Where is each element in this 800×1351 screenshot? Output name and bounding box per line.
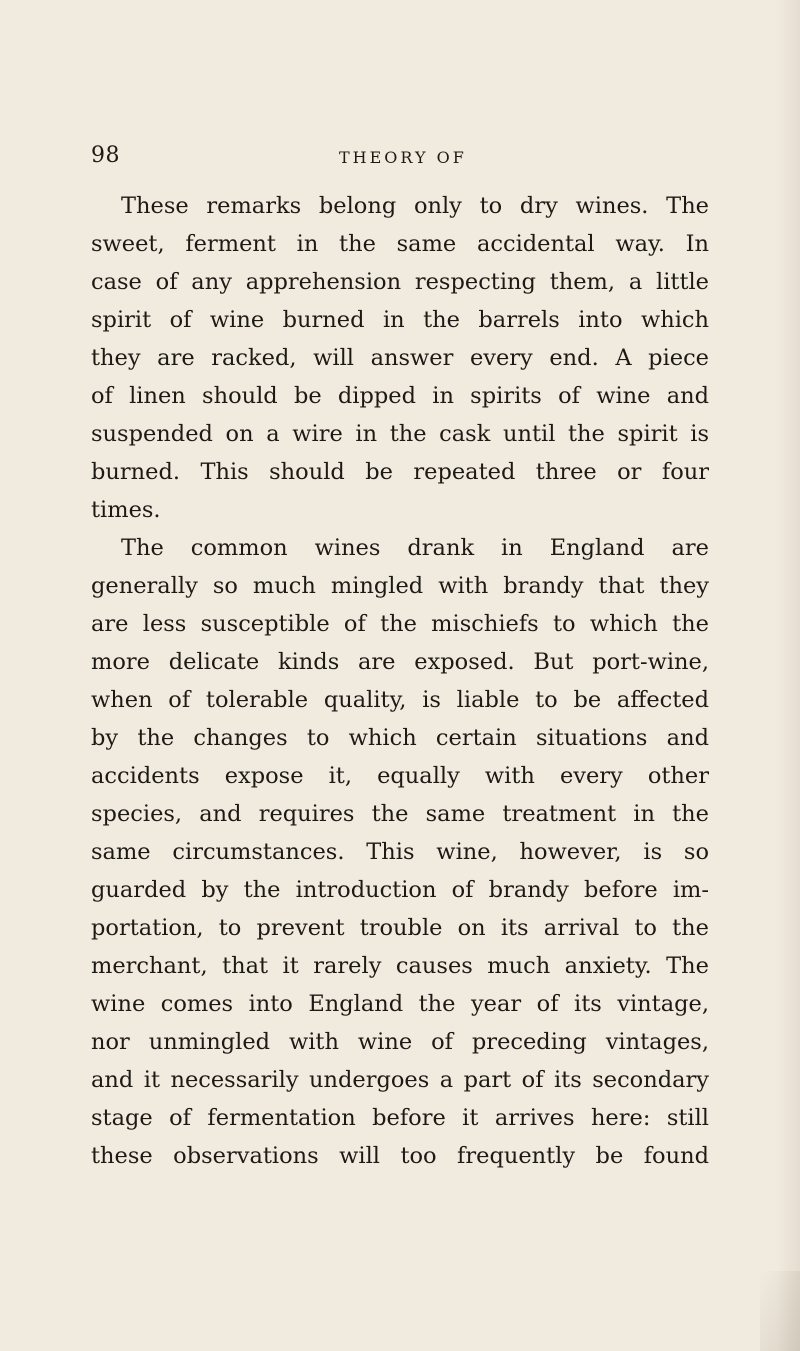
- text-line: These remarks belong only to dry wines. The: [121, 193, 709, 219]
- text-line: by the changes to which certain situations and: [91, 725, 709, 751]
- page-number: 98: [91, 143, 120, 168]
- text-line: these observations will too frequently be found: [91, 1143, 709, 1169]
- text-line: merchant, that it rarely causes much anxiety. The: [91, 953, 709, 979]
- text-line: wine comes into England the year of its vintage,: [91, 991, 709, 1017]
- body-text: [91, 187, 709, 1175]
- text-line: spirit of wine burned in the barrels into which: [91, 307, 709, 333]
- text-line: nor unmingled with wine of preceding vintages,: [91, 1029, 709, 1055]
- text-line: more delicate kinds are exposed. But port-wine,: [91, 649, 709, 675]
- text-line: case of any apprehension respecting them, a little: [91, 269, 709, 295]
- text-line: generally so much mingled with brandy that they: [91, 573, 709, 599]
- text-line: species, and requires the same treatment in the: [91, 801, 709, 827]
- page-header: [91, 141, 701, 171]
- text-line: when of tolerable quality, is liable to be affected: [91, 687, 709, 713]
- page-edge-shadow: [760, 1271, 800, 1351]
- text-line: accidents expose it, equally with every other: [91, 763, 709, 789]
- text-line: of linen should be dipped in spirits of wine and: [91, 383, 709, 409]
- text-line: same circumstances. This wine, however, is so: [91, 839, 709, 865]
- text-line: burned. This should be repeated three or four: [91, 459, 709, 485]
- text-line: stage of fermentation before it arrives here: still: [91, 1105, 709, 1131]
- text-line: are less susceptible of the mischiefs to which the: [91, 611, 709, 637]
- running-head: THEORY OF: [339, 148, 467, 167]
- text-line: portation, to prevent trouble on its arrival to the: [91, 915, 709, 941]
- text-line: and it necessarily undergoes a part of its secondary: [91, 1067, 709, 1093]
- text-line: guarded by the introduction of brandy before im-: [91, 877, 709, 903]
- text-line: sweet, ferment in the same accidental way. In: [91, 231, 709, 257]
- text-line: The common wines drank in England are: [121, 535, 709, 561]
- text-line: times.: [91, 497, 161, 523]
- text-line: suspended on a wire in the cask until the spirit is: [91, 421, 709, 447]
- text-line: they are racked, will answer every end. A piece: [91, 345, 709, 371]
